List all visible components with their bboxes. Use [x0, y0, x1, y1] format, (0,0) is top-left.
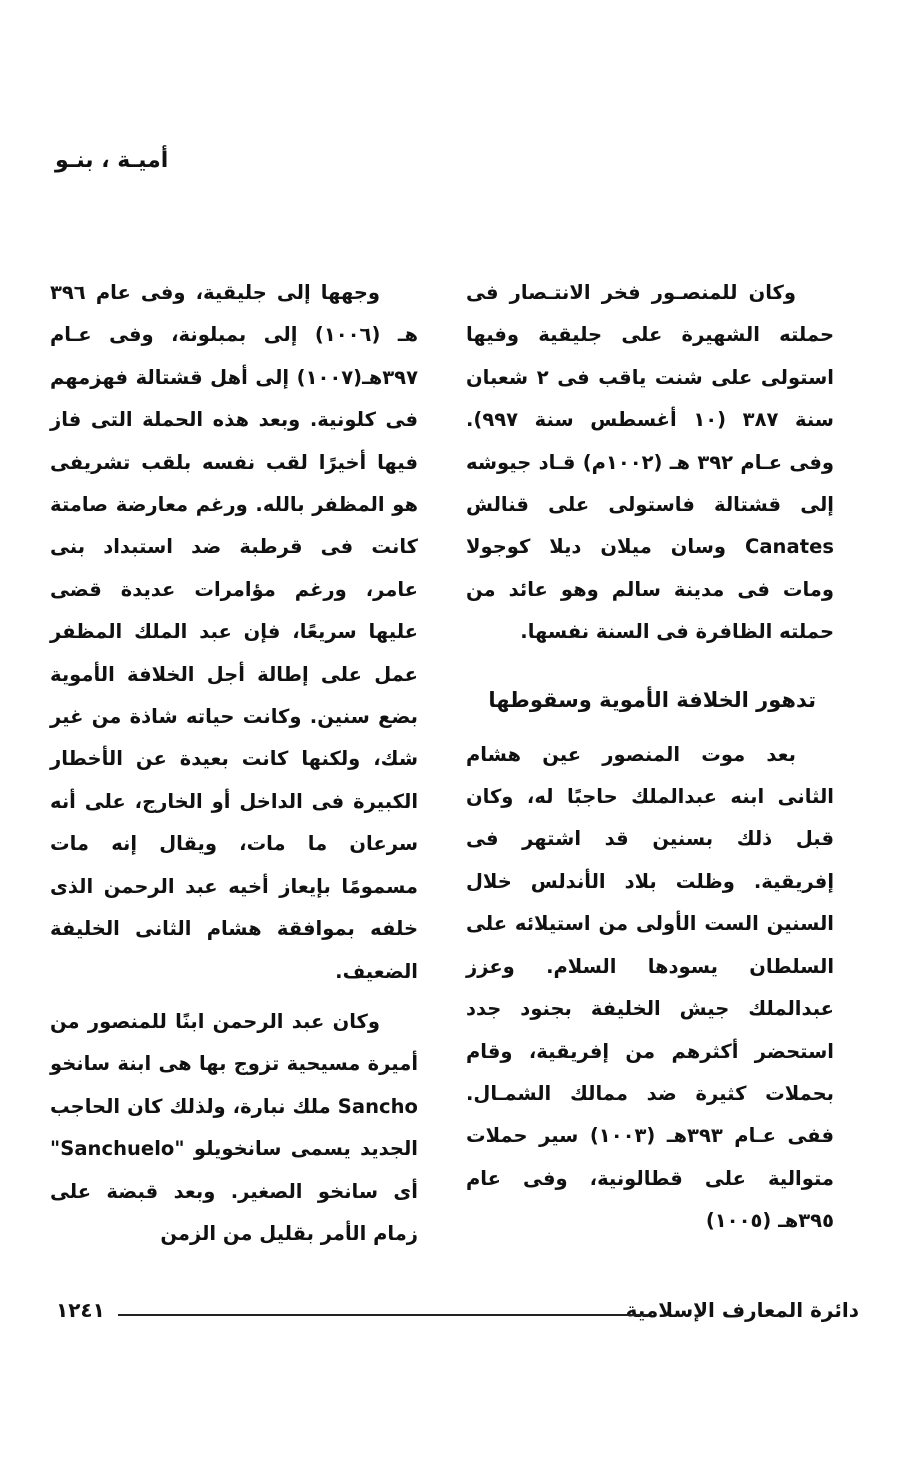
- running-head: أميـة ، بنـو: [55, 148, 169, 173]
- left-column-paragraph-1: وجهها إلى جليقية، وفى عام ٣٩٦ هـ (١٠٠٦) إلى بمبلونة، وفى عـام ٣٩٧هـ(١٠٠٧) إلى أهل قشتالة فهزمهم فى كلونية. وبعد هذه الحملة التى فاز فيها أخيرًا لقب نفسه بلقب تشريفى هو المظفر بالله. ورغم معارضة صامتة كانت فى قرطبة ضد استبداد بنى عامر، ورغم مؤامرات عديدة قضى عليها سريعًا، فإن عبد الملك المظفر عمل على إطالة أجل الخلافة الأموية بضع سنين. وكانت حياته شاذة من غير شك، ولكنها كانت بعيدة عن الأخطار الكبيرة فى الداخل أو الخارج، على أنه سرعان ما مات، ويقال إنه مات مسمومًا بإيعاز أخيه عبد الرحمن الذى خلفه بموافقة هشام الثانى الخليفة الضعيف.: [50, 281, 418, 983]
- right-column-paragraph-1: وكان للمنصـور فخر الانتـصار فى حملته الشهيرة على جليقية وفيها استولى على شنت ياقب فى ٢ شعبان سنة ٣٨٧ (١٠ أغسطس سنة ٩٩٧). وفى عـام ٣٩٢ هـ (١٠٠٢م) قـاد جيوشه إلى قشتالة فاستولى على قنالش Canates وسان ميلان ديلا كوجولا ومات فى مدينة سالم وهو عائد من حملته الظافرة فى السنة نفسها.: [466, 281, 834, 644]
- page-number: ١٢٤١: [56, 1298, 105, 1322]
- section-heading: تدهور الخلافة الأموية وسقوطها: [488, 687, 816, 712]
- left-column-paragraph-2: وكان عبد الرحمن ابنًا للمنصور من أميرة مسيحية تزوج بها هى ابنة سانخو Sancho ملك نبارة، ولذلك كان الحاجب الجديد يسمى سانخويلو "Sanchuelo" أى سانخو الصغير. وبعد قبضة على زمام الأمر بقليل من الزمن: [50, 1009, 418, 1245]
- footer-title: دائرة المعارف الإسلامية: [625, 1298, 859, 1322]
- footer-rule: [118, 1314, 648, 1316]
- right-column: [466, 272, 834, 1251]
- left-column: [50, 272, 418, 1263]
- right-column-paragraph-2: بعد موت المنصور عين هشام الثانى ابنه عبدالملك حاجبًا له، وكان قبل ذلك بسنين قد اشتهر فى إفريقية. وظلت بلاد الأندلس خلال السنين الست الأولى من استيلائه على السلطان يسودها السلام. وعزز عبدالملك جيش الخليفة بجنود جدد استحضر أكثرهم من إفريقية، وقام بحملات كثيرة ضد ممالك الشمـال. ففى عـام ٣٩٣هـ (١٠٠٣) سير حملات متوالية على قطالونية، وفى عام ٣٩٥هـ (١٠٠٥): [466, 742, 834, 1233]
